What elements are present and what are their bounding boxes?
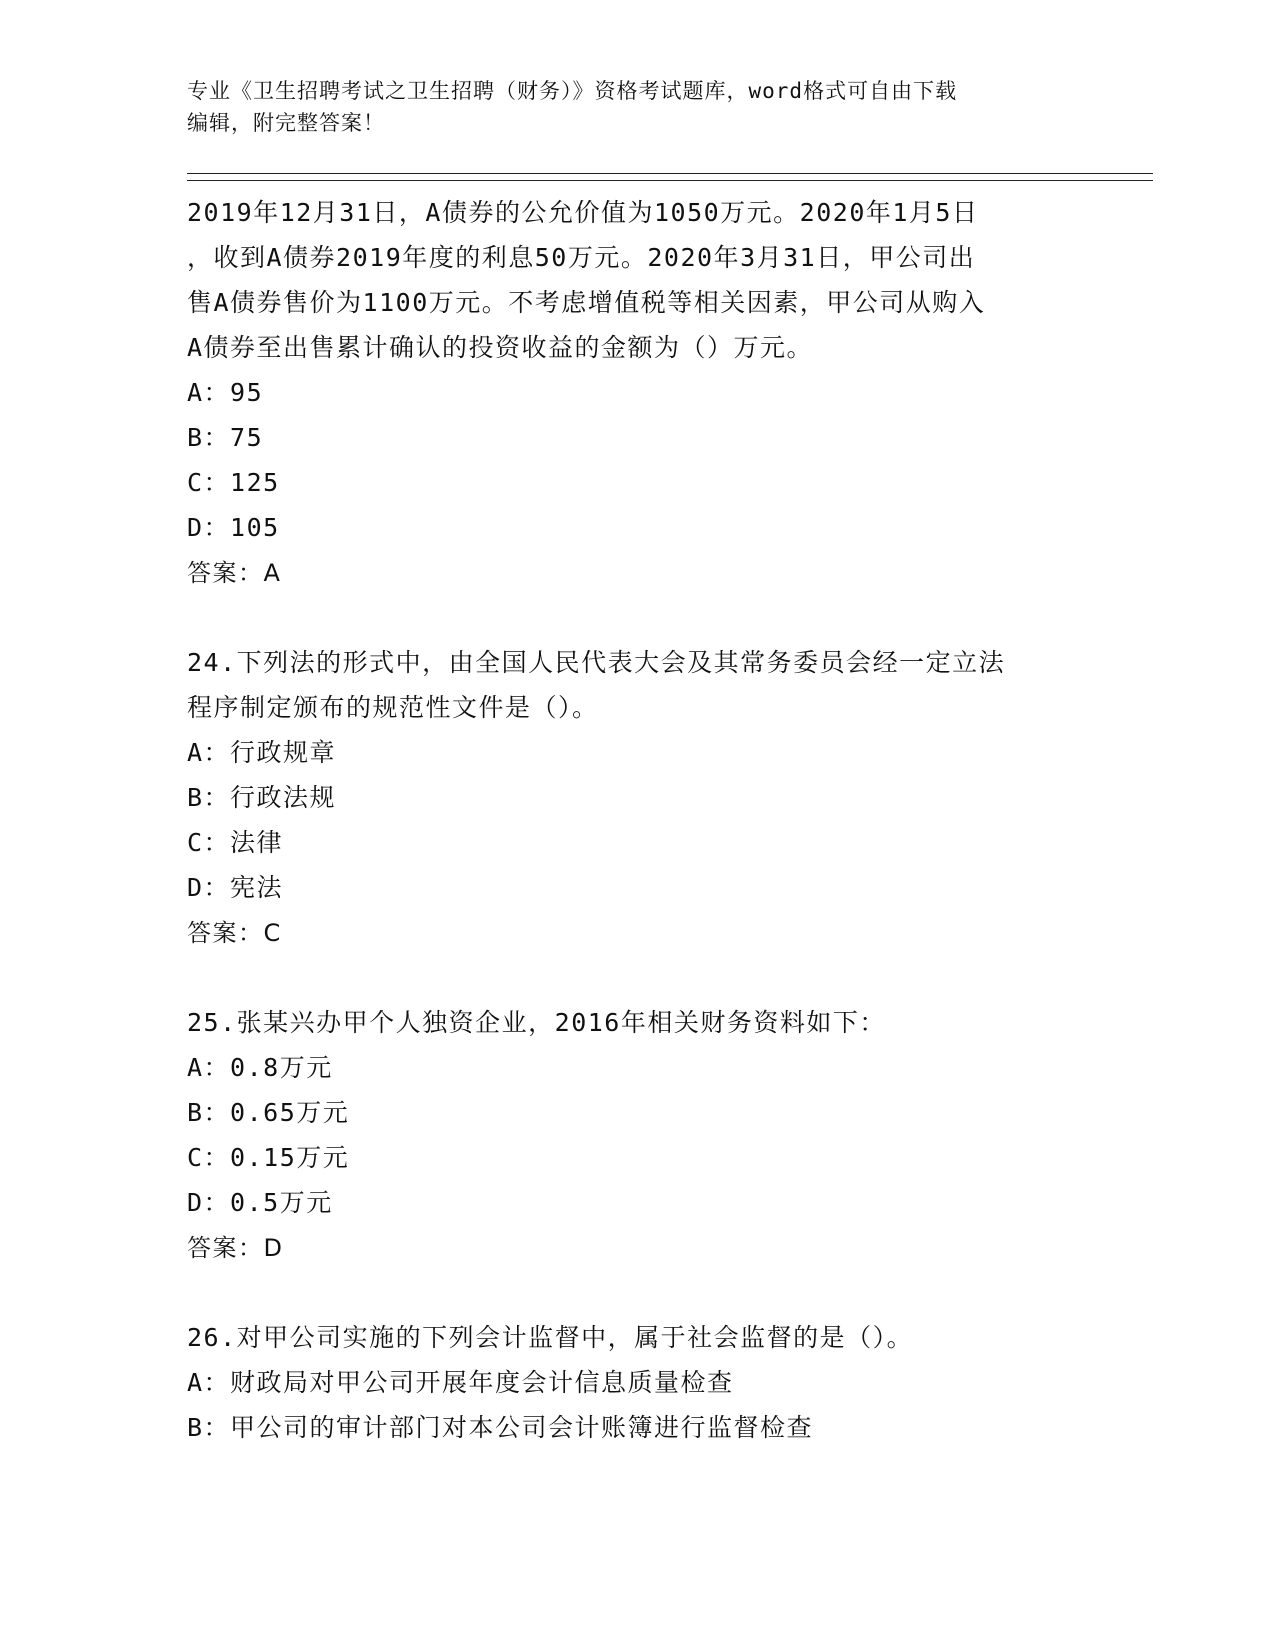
option-c: C：0.15万元 — [187, 1143, 350, 1172]
question-stem-line: 售A债券售价为1100万元。不考虑增值税等相关因素，甲公司从购入 — [187, 288, 986, 317]
question-block — [187, 190, 1087, 596]
header-divider-top — [187, 173, 1153, 174]
question-block — [187, 640, 1087, 956]
option-d: D：105 — [187, 513, 280, 542]
option-b: B：行政法规 — [187, 783, 337, 812]
option-b: B：甲公司的审计部门对本公司会计账簿进行监督检查 — [187, 1413, 814, 1442]
question-spacer — [187, 956, 1087, 1000]
option-b: B：75 — [187, 423, 264, 452]
answer-line: 答案：D — [187, 1234, 284, 1262]
question-stem-line: 2019年12月31日，A债券的公允价值为1050万元。2020年1月5日 — [187, 198, 979, 227]
question-stem-line: 26.对甲公司实施的下列会计监督中，属于社会监督的是（）。 — [187, 1323, 914, 1352]
option-a: A：95 — [187, 378, 264, 407]
question-stem-line: 程序制定颁布的规范性文件是（）。 — [187, 693, 599, 722]
option-a: A：行政规章 — [187, 738, 337, 767]
header-divider-bottom — [187, 180, 1153, 181]
answer-line: 答案：A — [187, 559, 282, 587]
question-list — [187, 190, 1087, 1450]
option-c: C：法律 — [187, 828, 284, 857]
question-stem-line: 24.下列法的形式中，由全国人民代表大会及其常务委员会经一定立法 — [187, 648, 1006, 677]
question-stem-line: 25.张某兴办甲个人独资企业，2016年相关财务资料如下： — [187, 1008, 886, 1037]
option-b: B：0.65万元 — [187, 1098, 350, 1127]
question-stem-line: A债券至出售累计确认的投资收益的金额为（）万元。 — [187, 333, 814, 362]
question-block — [187, 1000, 1087, 1271]
header-line-1: 专业《卫生招聘考试之卫生招聘（财务）》资格考试题库，word格式可自由下载 — [187, 79, 958, 103]
option-a: A：财政局对甲公司开展年度会计信息质量检查 — [187, 1368, 734, 1397]
question-spacer — [187, 596, 1087, 640]
option-c: C：125 — [187, 468, 280, 497]
question-spacer — [187, 1271, 1087, 1315]
question-block — [187, 1315, 1087, 1450]
option-a: A：0.8万元 — [187, 1053, 333, 1082]
option-d: D：宪法 — [187, 873, 284, 902]
document-header — [187, 75, 1067, 139]
header-line-2: 编辑，附完整答案！ — [187, 111, 385, 135]
question-stem-line: ，收到A债券2019年度的利息50万元。2020年3月31日，甲公司出 — [187, 243, 976, 272]
option-d: D：0.5万元 — [187, 1188, 333, 1217]
answer-line: 答案：C — [187, 919, 282, 947]
